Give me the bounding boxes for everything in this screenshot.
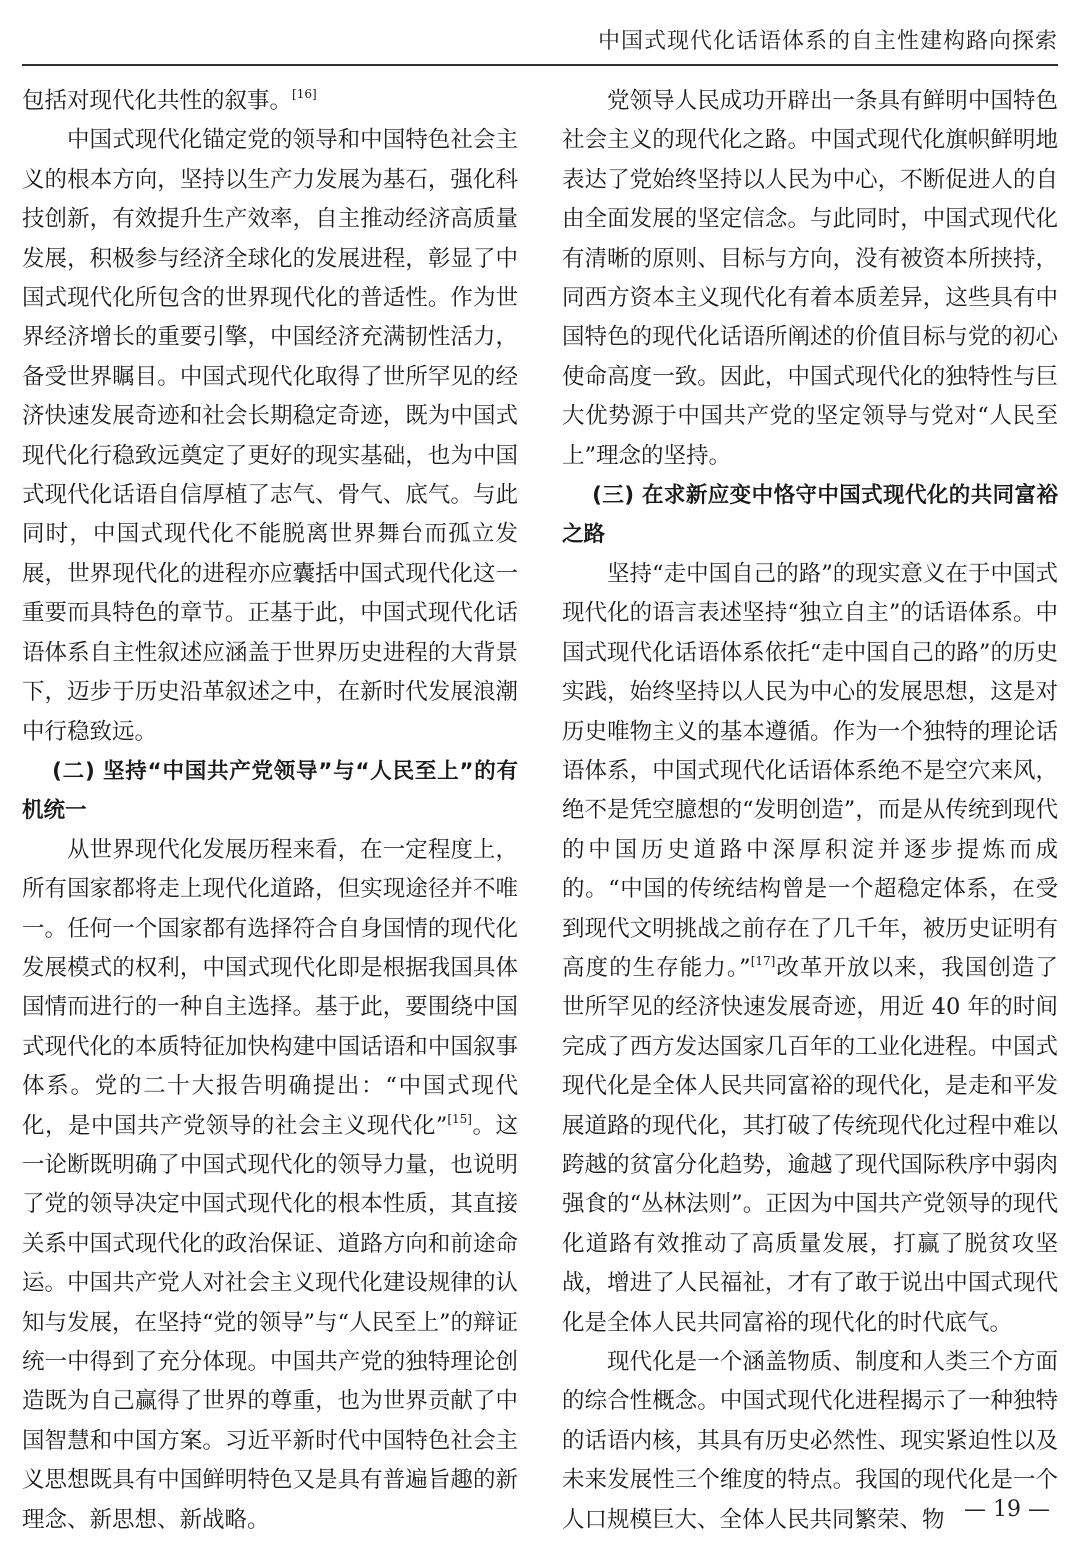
paragraph-text: 。这一论断既明确了中国式现代化的领导力量，也说明了党的领导决定中国式现代化的根本性质，其直接关系中国式现代化的政治保证、道路方向和前途命运。中国共产党人对社会主义现代化建设规律的认知与发展，在坚持“党的领导”与“人民至上”的辩证统一中得到了充分体现。中国共产党的独特理论创造既为自己赢得了世界的尊重，也为世界贡献了中国智慧和中国方案。习近平新时代中国特色社会主义思想既具有中国鲜明特色又是具有普遍旨趣的新理念、新思想、新战略。	[22, 1112, 519, 1533]
page-number: — 19 —	[964, 1497, 1050, 1522]
paragraph-continuation	[22, 82, 518, 121]
paragraph-text: 坚持“走中国自己的路”的现实意义在于中国式现代化的语言表述坚持“独立自主”的话语体系。中国式现代化话语体系依托“走中国自己的路”的历史实践，始终坚持以人民为中心的发展思想，这是对历史唯物主义的基本遵循。作为一个独特的理论话语体系，中国式现代化话语体系绝不是空穴来风，绝不是凭空臆想的“发明创造”，而是从传统到现代的中国历史道路中深厚积淀并逐步提炼而成的。“中国的传统结构曾是一个超稳定体系，在受到现代文明挑战之前存在了几千年，被历史证明有高度的生存能力。”	[562, 560, 1058, 981]
section-title: 在求新应变中恪守中国式现代化的共同富裕之路	[562, 483, 1058, 548]
paragraph-modernization-concept: 现代化是一个涵盖物质、制度和人类三个方面的综合性概念。中国式现代化进程揭示了一种独特的话语内核，其具有历史必然性、现实紧迫性以及未来发展性三个维度的特点。我国的现代化是一个人口规模巨大、全体人民共同繁荣、物	[562, 1349, 1058, 1533]
paragraph-universality: 中国式现代化锚定党的领导和中国特色社会主义的根本方向，坚持以生产力发展为基石，强化科技创新，有效提升生产效率，自主推动经济高质量发展，积极参与经济全球化的发展进程，彰显了中国式现代化所包含的世界现代化的普适性。作为世界经济增长的重要引擎，中国经济充满韧性活力，备受世界瞩目。中国式现代化取得了世所罕见的经济快速发展奇迹和社会长期稳定奇迹，既为中国式现代化行稳致远奠定了更好的现实基础，也为中国式现代化话语自信厚植了志气、骨气、底气。与此同时，中国式现代化不能脱离世界舞台而孤立发展，世界现代化的进程亦应囊括中国式现代化这一重要而具特色的章节。正基于此，中国式现代化话语体系自主性叙述应涵盖于世界历史进程的大背景下，迈步于历史沿革叙述之中，在新时代发展浪潮中行稳致远。	[22, 127, 518, 745]
citation-16: [16]	[292, 87, 317, 101]
section-heading-3	[562, 476, 1058, 555]
paragraph-text: 改革开放以来，我国创造了世所罕见的经济快速发展奇迹，用近 40 年的时间完成了西方发达国家几百年的工业化进程。中国式现代化是全体人民共同富裕的现代化，是走和平发展道路的现代化，其打破了传统现代化过程中难以跨越的贫富分化趋势，逾越了现代国际秩序中弱肉强食的“丛林法则”。正因为中国共产党领导的现代化道路有效推动了高质量发展，打赢了脱贫攻坚战，增进了人民福祉，才有了敢于说出中国式现代化是全体人民共同富裕的现代化的时代底气。	[562, 954, 1058, 1336]
left-column	[22, 82, 518, 1540]
section-heading-2	[22, 752, 518, 831]
section-number: (三)	[592, 483, 635, 509]
section-title: 坚持“中国共产党领导”与“人民至上”的有机统一	[22, 758, 518, 824]
right-column	[562, 82, 1058, 1540]
paragraph-own-path	[562, 555, 1058, 1343]
section-number: (二)	[52, 758, 95, 784]
citation-15: [15]	[447, 1111, 472, 1126]
citation-17: [17]	[750, 953, 776, 968]
paragraph-text: 包括对现代化共性的叙事。	[22, 88, 293, 114]
paragraph-people-first: 党领导人民成功开辟出一条具有鲜明中国特色社会主义的现代化之路。中国式现代化旗帜鲜明地表达了党始终坚持以人民为中心，不断促进人的自由全面发展的坚定信念。与此同时，中国式现代化有清晰的原则、目标与方向，没有被资本所挟持，同西方资本主义现代化有着本质差异，这些具有中国特色的现代化话语所阐述的价值目标与党的初心使命高度一致。因此，中国式现代化的独特性与巨大优势源于中国共产党的坚定领导与党对“人民至上”理念的坚持。	[562, 88, 1058, 469]
running-header-title: 中国式现代化话语体系的自主性建构路向探索	[597, 29, 1058, 54]
header-divider	[22, 64, 1058, 66]
paragraph-text: 从世界现代化发展历程来看，在一定程度上，所有国家都将走上现代化道路，但实现途径并不唯一。任何一个国家都有选择符合自身国情的现代化发展模式的权利，中国式现代化即是根据我国具体国情而进行的一种自主选择。基于此，要围绕中国式现代化的本质特征加快构建中国话语和中国叙事体系。党的二十大报告明确提出：“中国式现代化，是中国共产党领导的社会主义现代化”	[22, 836, 518, 1139]
paragraph-party-leadership	[22, 831, 518, 1540]
